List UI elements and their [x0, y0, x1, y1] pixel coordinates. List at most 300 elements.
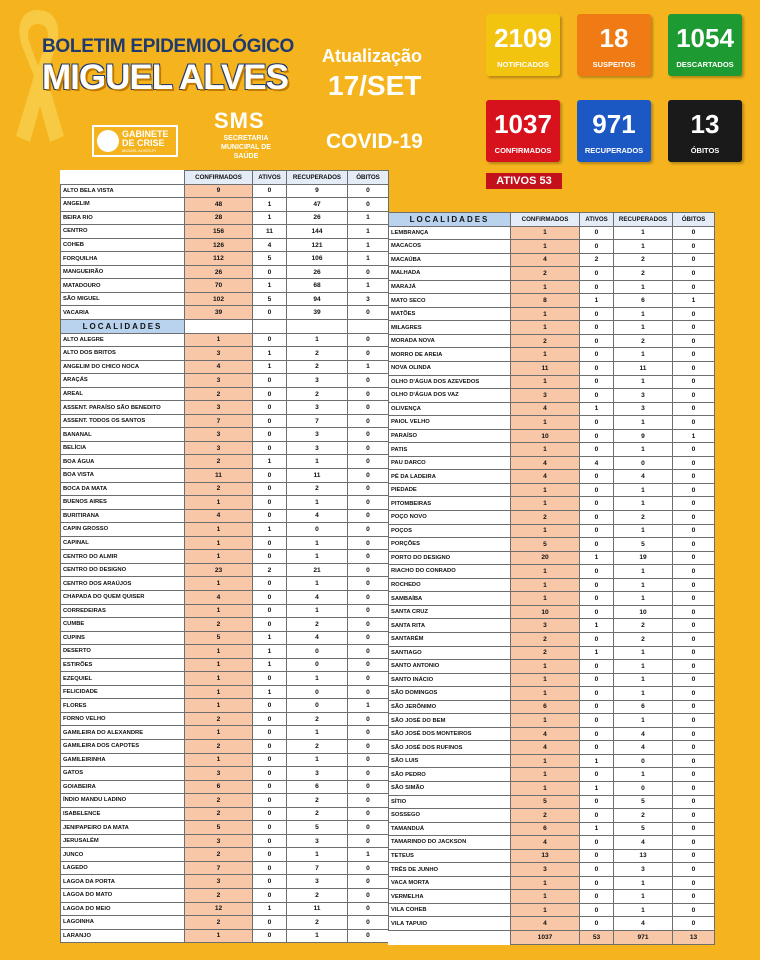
stat-box-confirmados: [486, 100, 560, 162]
ativos-value: 0: [253, 726, 287, 740]
obitos-value: 0: [673, 876, 715, 890]
ativos-value: 0: [253, 482, 287, 496]
confirmados-value: 1: [511, 280, 580, 294]
locality-name: ÍNDIO MANDU LADINO: [61, 794, 185, 808]
locality-name: MORADA NOVA: [389, 334, 511, 348]
table-row: [389, 253, 715, 267]
table-row: [389, 795, 715, 809]
gabinete-subtitle: MIGUEL ALVES-PI: [122, 147, 156, 153]
recuperados-value: 1: [614, 660, 673, 674]
ativos-value: 0: [580, 700, 614, 714]
recuperados-value: 4: [614, 836, 673, 850]
confirmados-value: 4: [185, 509, 253, 523]
obitos-value: 0: [348, 712, 389, 726]
confirmados-value: 3: [511, 863, 580, 877]
obitos-value: 0: [673, 348, 715, 362]
confirmados-value: 4: [185, 590, 253, 604]
sms-logo: SMS: [214, 108, 265, 133]
ativos-value: 0: [253, 929, 287, 943]
obitos-value: 0: [348, 753, 389, 767]
ativos-value: 1: [253, 631, 287, 645]
obitos-value: 0: [348, 861, 389, 875]
table-row: [61, 604, 389, 618]
table-row: [61, 916, 389, 930]
obitos-value: 0: [673, 402, 715, 416]
table-row: [389, 646, 715, 660]
confirmados-value: 5: [511, 795, 580, 809]
recuperados-value: 3: [287, 767, 348, 781]
obitos-value: 0: [348, 875, 389, 889]
confirmados-value: 1: [185, 496, 253, 510]
locality-name: VERMELHA: [389, 890, 511, 904]
locality-name: BANANAL: [61, 428, 185, 442]
confirmados-value: 1: [511, 781, 580, 795]
recuperados-value: 10: [614, 605, 673, 619]
obitos-value: 0: [348, 441, 389, 455]
recuperados-value: 2: [614, 809, 673, 823]
obitos-value: 0: [673, 727, 715, 741]
col-obitos: ÓBITOS: [348, 171, 389, 185]
locality-name: CAPINAL: [61, 536, 185, 550]
left-localities-table: [60, 170, 389, 943]
recuperados-value: 3: [614, 863, 673, 877]
obitos-value: 0: [673, 605, 715, 619]
recuperados-value: 1: [614, 768, 673, 782]
locality-name: LAGOA DO MATO: [61, 888, 185, 902]
col-confirmados: CONFIRMADOS: [511, 213, 580, 227]
table-row: [61, 739, 389, 753]
obitos-value: 0: [673, 632, 715, 646]
sms-subtitle: SECRETARIA MUNICIPAL DE SAÚDE: [221, 135, 271, 160]
gabinete-title: GABINETE DE CRISE: [122, 128, 169, 148]
ativos-value: 0: [580, 578, 614, 592]
confirmados-value: 39: [185, 306, 253, 320]
confirmados-value: 4: [511, 402, 580, 416]
locality-name: LARANJO: [61, 929, 185, 943]
confirmados-value: 2: [511, 632, 580, 646]
locality-name: SANTARÉM: [389, 632, 511, 646]
table-row: [389, 375, 715, 389]
ativos-value: 1: [253, 279, 287, 293]
locality-name: FORNO VELHO: [61, 712, 185, 726]
table-row: [61, 753, 389, 767]
table-row: [61, 902, 389, 916]
ativos-value: 0: [580, 632, 614, 646]
confirmados-value: 6: [511, 822, 580, 836]
locality-name: PAIOL VELHO: [389, 416, 511, 430]
confirmados-value: 1: [185, 333, 253, 347]
locality-name: PÉ DA LADEIRA: [389, 470, 511, 484]
recuperados-value: 2: [287, 712, 348, 726]
obitos-value: 0: [673, 822, 715, 836]
confirmados-value: 1: [185, 699, 253, 713]
confirmados-value: 2: [185, 807, 253, 821]
table-row: [61, 658, 389, 672]
obitos-value: 1: [348, 848, 389, 862]
locality-name: MATÕES: [389, 307, 511, 321]
ativos-value: 0: [580, 362, 614, 376]
obitos-value: 0: [348, 780, 389, 794]
table-row: [389, 348, 715, 362]
confirmados-value: 4: [511, 470, 580, 484]
recuperados-value: 2: [287, 794, 348, 808]
locality-name: CAPIN GROSSO: [61, 523, 185, 537]
recuperados-value: 1: [614, 226, 673, 240]
table-row: [389, 673, 715, 687]
table-row: [389, 781, 715, 795]
stat-value: 971: [592, 109, 636, 139]
obitos-value: 0: [673, 443, 715, 457]
confirmados-value: 4: [185, 360, 253, 374]
obitos-value: 0: [348, 645, 389, 659]
confirmados-value: 2: [185, 387, 253, 401]
recuperados-value: 4: [614, 470, 673, 484]
obitos-value: 0: [348, 496, 389, 510]
ativos-value: 0: [253, 739, 287, 753]
locality-name: VILA COHEB: [389, 903, 511, 917]
locality-name: LAGEDO: [61, 861, 185, 875]
recuperados-value: 1: [287, 604, 348, 618]
empty-header-cell: [61, 171, 185, 185]
ativos-value: 0: [580, 389, 614, 403]
ativos-value: 0: [253, 441, 287, 455]
locality-name: ESTIRÕES: [61, 658, 185, 672]
table-row: [61, 780, 389, 794]
confirmados-value: 1: [185, 685, 253, 699]
obitos-value: 1: [348, 699, 389, 713]
locality-name: JERUSALÉM: [61, 834, 185, 848]
ativos-value: 0: [580, 795, 614, 809]
obitos-value: 0: [348, 631, 389, 645]
confirmados-value: 1: [511, 443, 580, 457]
ativos-value: 0: [580, 334, 614, 348]
obitos-value: 1: [348, 211, 389, 225]
locality-name: FLORES: [61, 699, 185, 713]
obitos-value: 1: [673, 294, 715, 308]
recuperados-value: 1: [614, 280, 673, 294]
confirmados-value: 1: [511, 565, 580, 579]
table-row: [61, 198, 389, 212]
confirmados-value: 1: [511, 876, 580, 890]
recuperados-value: 3: [287, 374, 348, 388]
obitos-value: 1: [348, 360, 389, 374]
locality-name: SÃO MIGUEL: [61, 292, 185, 306]
recuperados-value: 3: [287, 875, 348, 889]
table-row: [61, 699, 389, 713]
confirmados-value: 20: [511, 551, 580, 565]
ativos-value: 1: [580, 402, 614, 416]
ativos-value: 0: [253, 387, 287, 401]
recuperados-value: 1: [614, 565, 673, 579]
recuperados-value: 1: [614, 348, 673, 362]
obitos-value: 0: [673, 781, 715, 795]
confirmados-value: 1: [511, 578, 580, 592]
ativos-value: 0: [253, 577, 287, 591]
confirmados-value: 2: [511, 511, 580, 525]
recuperados-value: 2: [287, 618, 348, 632]
recuperados-value: 4: [287, 631, 348, 645]
locality-name: VILA TAPUIO: [389, 917, 511, 931]
recuperados-value: 1: [287, 848, 348, 862]
recuperados-value: 4: [614, 917, 673, 931]
stat-label: CONFIRMADOS: [494, 146, 552, 155]
locality-name: CHAPADA DO QUEM QUISER: [61, 590, 185, 604]
obitos-value: 0: [673, 741, 715, 755]
recuperados-value: 19: [614, 551, 673, 565]
confirmados-value: 2: [185, 794, 253, 808]
confirmados-value: 13: [511, 849, 580, 863]
col-ativos: ATIVOS: [253, 171, 287, 185]
locality-name: SANTA RITA: [389, 619, 511, 633]
obitos-value: 0: [673, 551, 715, 565]
table-row: [61, 807, 389, 821]
confirmados-value: 8: [511, 294, 580, 308]
confirmados-value: 1: [511, 497, 580, 511]
ativos-value: 1: [253, 211, 287, 225]
ativos-value: 0: [253, 916, 287, 930]
ativos-value: 0: [580, 768, 614, 782]
col-recuperados: RECUPERADOS: [287, 171, 348, 185]
locality-name: FELICIDADE: [61, 685, 185, 699]
confirmados-value: 2: [185, 712, 253, 726]
stat-box-suspeitos: [577, 14, 651, 76]
recuperados-value: 2: [287, 482, 348, 496]
empty-cell: [185, 320, 253, 334]
obitos-value: 0: [673, 226, 715, 240]
table-row: [389, 565, 715, 579]
confirmados-value: 48: [185, 198, 253, 212]
table-row: [389, 917, 715, 931]
ativos-value: 0: [253, 834, 287, 848]
recuperados-value: 1: [614, 876, 673, 890]
table-row: [61, 455, 389, 469]
col-localidades: LOCALIDADES: [389, 213, 511, 227]
empty-cell: [287, 320, 348, 334]
table-row: [61, 685, 389, 699]
confirmados-value: 1: [511, 240, 580, 254]
locality-name: EZEQUIEL: [61, 672, 185, 686]
recuperados-value: 11: [287, 902, 348, 916]
confirmados-value: 1: [185, 672, 253, 686]
locality-name: COHEB: [61, 238, 185, 252]
confirmados-value: 1: [185, 550, 253, 564]
table-row: [389, 226, 715, 240]
recuperados-value: 1: [614, 321, 673, 335]
recuperados-value: 5: [614, 538, 673, 552]
ativos-value: 0: [580, 714, 614, 728]
recuperados-value: 39: [287, 306, 348, 320]
gabinete-emblem-icon: [97, 130, 119, 152]
table-row: [61, 794, 389, 808]
confirmados-value: 2: [511, 646, 580, 660]
locality-name: MATADOURO: [61, 279, 185, 293]
recuperados-value: 1: [614, 443, 673, 457]
locality-name: PATIS: [389, 443, 511, 457]
obitos-value: 0: [673, 470, 715, 484]
obitos-value: 0: [673, 768, 715, 782]
table-row: [389, 605, 715, 619]
locality-name: MATO SECO: [389, 294, 511, 308]
confirmados-value: 1: [511, 483, 580, 497]
locality-name: ASSENT. PARAÍSO SÃO BENEDITO: [61, 401, 185, 415]
recuperados-value: 0: [287, 658, 348, 672]
confirmados-value: 23: [185, 563, 253, 577]
obitos-value: 0: [673, 280, 715, 294]
locality-name: BEIRA RIO: [61, 211, 185, 225]
confirmados-value: 1: [511, 375, 580, 389]
stat-label: DESCARTADOS: [676, 60, 734, 69]
ativos-value: 0: [580, 416, 614, 430]
recuperados-value: 13: [614, 849, 673, 863]
obitos-value: 0: [348, 333, 389, 347]
obitos-value: 0: [673, 917, 715, 931]
ativos-value: 0: [580, 605, 614, 619]
ativos-value: 0: [253, 672, 287, 686]
ativos-value: 0: [580, 727, 614, 741]
locality-name: FORQUILHA: [61, 252, 185, 266]
obitos-value: 0: [348, 374, 389, 388]
gabinete-logo: [92, 125, 178, 157]
table-row: [389, 619, 715, 633]
obitos-value: 0: [673, 375, 715, 389]
table-row: [61, 590, 389, 604]
locality-name: SANTO ANTONIO: [389, 660, 511, 674]
locality-name: RIACHO DO CONRADO: [389, 565, 511, 579]
total-obitos: 13: [673, 930, 715, 944]
recuperados-value: 1: [287, 496, 348, 510]
locality-name: GAMILEIRA DO ALEXANDRE: [61, 726, 185, 740]
recuperados-value: 94: [287, 292, 348, 306]
obitos-value: 0: [348, 685, 389, 699]
recuperados-value: 1: [614, 578, 673, 592]
locality-name: BOA ÁGUA: [61, 455, 185, 469]
confirmados-value: 4: [511, 456, 580, 470]
total-recuperados: 971: [614, 930, 673, 944]
locality-name: GAMILEIRINHA: [61, 753, 185, 767]
confirmados-value: 3: [185, 441, 253, 455]
obitos-value: 0: [348, 794, 389, 808]
confirmados-value: 1: [185, 929, 253, 943]
locality-name: SANTIAGO: [389, 646, 511, 660]
locality-name: SÃO JOSÉ DOS MONTEIROS: [389, 727, 511, 741]
table-row: [389, 727, 715, 741]
locality-name: ASSENT. TODOS OS SANTOS: [61, 414, 185, 428]
locality-name: OLIVENÇA: [389, 402, 511, 416]
confirmados-value: 2: [511, 267, 580, 281]
table-row: [389, 294, 715, 308]
recuperados-value: 0: [287, 699, 348, 713]
ativos-value: 0: [253, 509, 287, 523]
ativos-value: 1: [580, 619, 614, 633]
locality-name: GATOS: [61, 767, 185, 781]
confirmados-value: 4: [511, 727, 580, 741]
ativos-value: 0: [253, 550, 287, 564]
stat-value: 2109: [494, 23, 552, 53]
confirmados-value: 7: [185, 414, 253, 428]
table-row: [61, 238, 389, 252]
ativos-value: 0: [253, 333, 287, 347]
ativos-value: 1: [253, 902, 287, 916]
locality-name: VACA MORTA: [389, 876, 511, 890]
recuperados-value: 1: [614, 524, 673, 538]
recuperados-value: 1: [614, 240, 673, 254]
confirmados-value: 2: [511, 334, 580, 348]
confirmados-value: 10: [511, 429, 580, 443]
locality-name: PORÇÕES: [389, 538, 511, 552]
table-row: [389, 809, 715, 823]
recuperados-value: 1: [287, 536, 348, 550]
table-row: [389, 538, 715, 552]
table-row: [61, 414, 389, 428]
recuperados-value: 4: [287, 509, 348, 523]
recuperados-value: 106: [287, 252, 348, 266]
ativos-value: 0: [580, 687, 614, 701]
table-row: [389, 321, 715, 335]
confirmados-value: 3: [185, 875, 253, 889]
empty-cell: [253, 320, 287, 334]
update-date: 17/SET: [328, 70, 422, 101]
locality-name: TRÊS DE JUNHO: [389, 863, 511, 877]
total-ativos: 53: [580, 930, 614, 944]
confirmados-value: 1: [511, 673, 580, 687]
obitos-value: 0: [673, 890, 715, 904]
table-row: [61, 265, 389, 279]
table-row: [61, 672, 389, 686]
table-row: [61, 821, 389, 835]
locality-name: POÇO NOVO: [389, 511, 511, 525]
confirmados-value: 1: [511, 687, 580, 701]
recuperados-value: 21: [287, 563, 348, 577]
recuperados-value: 1: [287, 726, 348, 740]
recuperados-value: 1: [287, 929, 348, 943]
locality-name: SÃO JOSÉ DOS RUFINOS: [389, 741, 511, 755]
confirmados-value: 3: [185, 374, 253, 388]
recuperados-value: 3: [287, 834, 348, 848]
locality-name: PARAÍSO: [389, 429, 511, 443]
recuperados-value: 5: [614, 822, 673, 836]
locality-name: LAGOA DA PORTA: [61, 875, 185, 889]
confirmados-value: 11: [511, 362, 580, 376]
table-row: [389, 416, 715, 430]
table-row: [389, 551, 715, 565]
ativos-value: 0: [580, 538, 614, 552]
locality-name: ANGELIM DO CHICO NOCA: [61, 360, 185, 374]
obitos-value: 0: [348, 834, 389, 848]
col-obitos: ÓBITOS: [673, 213, 715, 227]
obitos-value: 0: [348, 265, 389, 279]
locality-name: CENTRO DO ALMIR: [61, 550, 185, 564]
ativos-value: 5: [253, 252, 287, 266]
obitos-value: 0: [348, 509, 389, 523]
table-row: [389, 863, 715, 877]
table-row: [389, 876, 715, 890]
locality-name: MALHADA: [389, 267, 511, 281]
obitos-value: 0: [348, 767, 389, 781]
confirmados-value: 1: [185, 523, 253, 537]
confirmados-value: 2: [511, 809, 580, 823]
table-row: [61, 252, 389, 266]
table-row: [389, 592, 715, 606]
locality-name: SAMBAÍBA: [389, 592, 511, 606]
recuperados-value: 4: [614, 741, 673, 755]
locality-name: SÍTIO: [389, 795, 511, 809]
locality-name: ANGELIM: [61, 198, 185, 212]
obitos-value: 0: [348, 590, 389, 604]
total-confirmados: 1037: [511, 930, 580, 944]
locality-name: BUENOS AIRES: [61, 496, 185, 510]
table-row: [389, 890, 715, 904]
empty-cell: [348, 320, 389, 334]
